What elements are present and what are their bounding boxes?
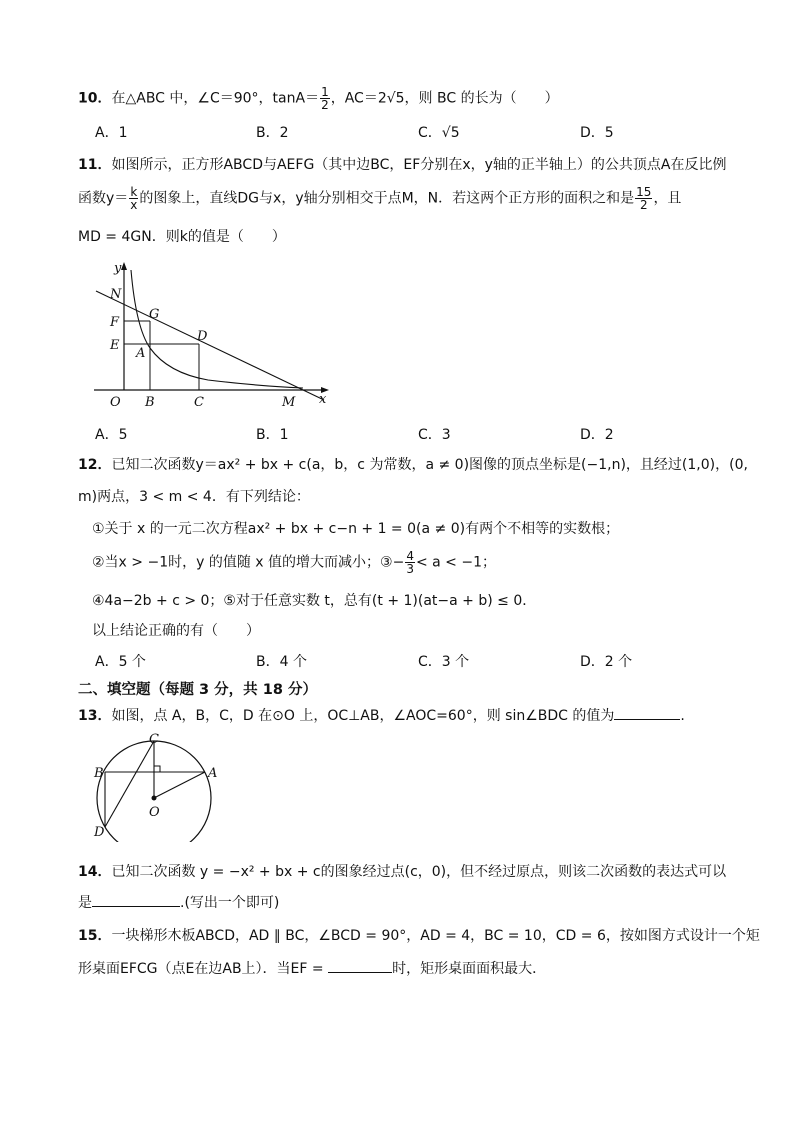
- label-x: x: [319, 392, 327, 407]
- question-15-line-1: [78, 925, 760, 947]
- question-12-prompt: [92, 620, 260, 642]
- question-number: 10．: [78, 90, 112, 107]
- question-12-line-2: [78, 486, 310, 508]
- fraction: [635, 186, 652, 211]
- question-text: 是: [78, 895, 92, 911]
- conclusion-text: ②当x > −1时，y 的值随 x 值的增大而减小；③−: [92, 554, 405, 571]
- fraction: [320, 86, 330, 111]
- question-15-line-2: [78, 958, 546, 980]
- label-m: M: [282, 395, 296, 410]
- fraction-numerator: 15: [636, 185, 652, 199]
- label-a: A: [208, 766, 218, 781]
- conclusion-text: ④4a−2b + c > 0；⑤对于任意实数 t，总有(t + 1)(at−a + b) ≤ 0．: [92, 593, 537, 609]
- option-c: C．3: [418, 427, 451, 443]
- question-text: 一块梯形木板ABCD，AD ∥ BC，∠BCD = 90°，AD = 4，BC = 10，CD = 6，按如图方式设计一个矩: [111, 928, 760, 944]
- option-b: B．2: [256, 125, 289, 141]
- question-13: [78, 705, 685, 727]
- label-y: y: [114, 261, 122, 276]
- label-o: O: [110, 395, 121, 410]
- label-c: C: [194, 395, 204, 410]
- question-12-line-1: [78, 454, 748, 476]
- question-text: .(写出一个即可): [180, 895, 280, 911]
- option-c: C．3 个: [418, 654, 470, 670]
- fraction-numerator: 1: [321, 85, 329, 99]
- question-text: 如图，点 A，B，C，D 在⊙O 上，OC⊥AB，∠AOC=60°，则 sin∠BDC 的值为: [111, 708, 615, 724]
- question-text: 形桌面EFCG（点E在边AB上）．当EF =: [78, 961, 329, 977]
- fraction-numerator: k: [130, 185, 138, 199]
- option-d: D．2: [580, 427, 614, 443]
- answer-blank[interactable]: [328, 958, 392, 973]
- option-a: A．1: [95, 125, 128, 141]
- label-b: B: [145, 395, 155, 410]
- question-number: 14．: [78, 864, 112, 880]
- question-text: 的图象上，直线DG与x，y轴分别相交于点M，N．若这两个正方形的面积之和是: [139, 190, 635, 207]
- y-axis-arrow: [121, 262, 127, 270]
- answer-blank[interactable]: [92, 892, 180, 907]
- option-c: C．√5: [418, 125, 460, 141]
- question-number: 13．: [78, 708, 112, 724]
- right-angle-mark: [154, 766, 160, 772]
- question-11-line-2: [78, 186, 681, 211]
- question-14-line-1: [78, 861, 726, 883]
- fraction-denominator: 2: [639, 198, 648, 212]
- center-point: [152, 796, 157, 801]
- fraction-denominator: 3: [406, 562, 414, 576]
- question-text: ，AC＝2√5，则 BC 的长为（ ）: [330, 90, 559, 107]
- question-14-line-2: [78, 892, 279, 914]
- conclusion-text: ①关于 x 的一元二次方程ax² + bx + c−n + 1 = 0(a ≠ 0)有两个不相等的实数根；: [92, 521, 620, 537]
- fraction: [129, 186, 138, 211]
- question-text: MD = 4GN．则k的值是（ ）: [78, 229, 286, 245]
- hyperbola-curve: [131, 270, 303, 388]
- label-g: G: [149, 307, 160, 322]
- conclusion-1: [92, 518, 619, 540]
- conclusion-text: < a < −1；: [415, 554, 496, 571]
- fraction-denominator: 2: [321, 98, 329, 112]
- option-b: B．1: [256, 427, 289, 443]
- label-b: B: [94, 766, 104, 781]
- q11-figure: [88, 258, 338, 413]
- question-text: 已知二次函数y＝ax² + bx + c(a，b，c 为常数，a ≠ 0)图像的顶点坐标是(−1,n)，且经过(1,0)，(0,: [111, 457, 748, 473]
- line-dg: [96, 291, 324, 400]
- option-a: A．5: [95, 427, 128, 443]
- segment-cd: [105, 741, 154, 827]
- question-text: m)两点，3 < m < 4．有下列结论：: [78, 489, 310, 505]
- label-o: O: [149, 805, 160, 820]
- question-number: 11．: [78, 157, 112, 173]
- question-11-line-1: [78, 154, 726, 176]
- question-text: 函数y＝: [78, 190, 129, 207]
- label-c: C: [149, 732, 159, 747]
- label-e: E: [110, 338, 120, 353]
- conclusion-4-5: [92, 590, 536, 612]
- question-number: 12．: [78, 457, 112, 473]
- question-10: [78, 86, 559, 111]
- conclusion-2-3: [92, 550, 496, 575]
- option-d: D．2 个: [580, 654, 633, 670]
- label-a: A: [136, 346, 146, 361]
- option-a: A．5 个: [95, 654, 146, 670]
- fraction: [405, 550, 415, 575]
- answer-blank[interactable]: [614, 705, 680, 720]
- question-text: .: [680, 708, 685, 724]
- label-d: D: [94, 825, 105, 840]
- section-heading: 二、填空题（每题 3 分，共 18 分）: [78, 682, 317, 698]
- question-text: 在△ABC 中，∠C＝90°，tanA＝: [111, 90, 320, 107]
- question-text: 如图所示，正方形ABCD与AEFG（其中边BC，EF分别在x，y轴的正半轴上）的公共顶点A在反比例: [111, 157, 727, 173]
- label-f: F: [110, 315, 120, 330]
- question-text: 时，矩形桌面面积最大．: [392, 961, 547, 977]
- question-number: 15．: [78, 928, 112, 944]
- label-d: D: [197, 329, 208, 344]
- fraction-numerator: 4: [406, 549, 414, 563]
- question-text: 以上结论正确的有（ ）: [92, 623, 260, 639]
- segment-oa: [154, 772, 205, 798]
- question-text: 已知二次函数 y = −x² + bx + c的图象经过点(c，0)，但不经过原点，则该二次函数的表达式可以: [111, 864, 727, 880]
- option-d: D．5: [580, 125, 614, 141]
- label-n: N: [110, 287, 122, 302]
- q13-figure: [90, 730, 230, 842]
- option-b: B．4 个: [256, 654, 307, 670]
- question-11-line-3: [78, 226, 286, 248]
- fraction-denominator: x: [130, 198, 138, 212]
- question-text: ，且: [653, 190, 682, 207]
